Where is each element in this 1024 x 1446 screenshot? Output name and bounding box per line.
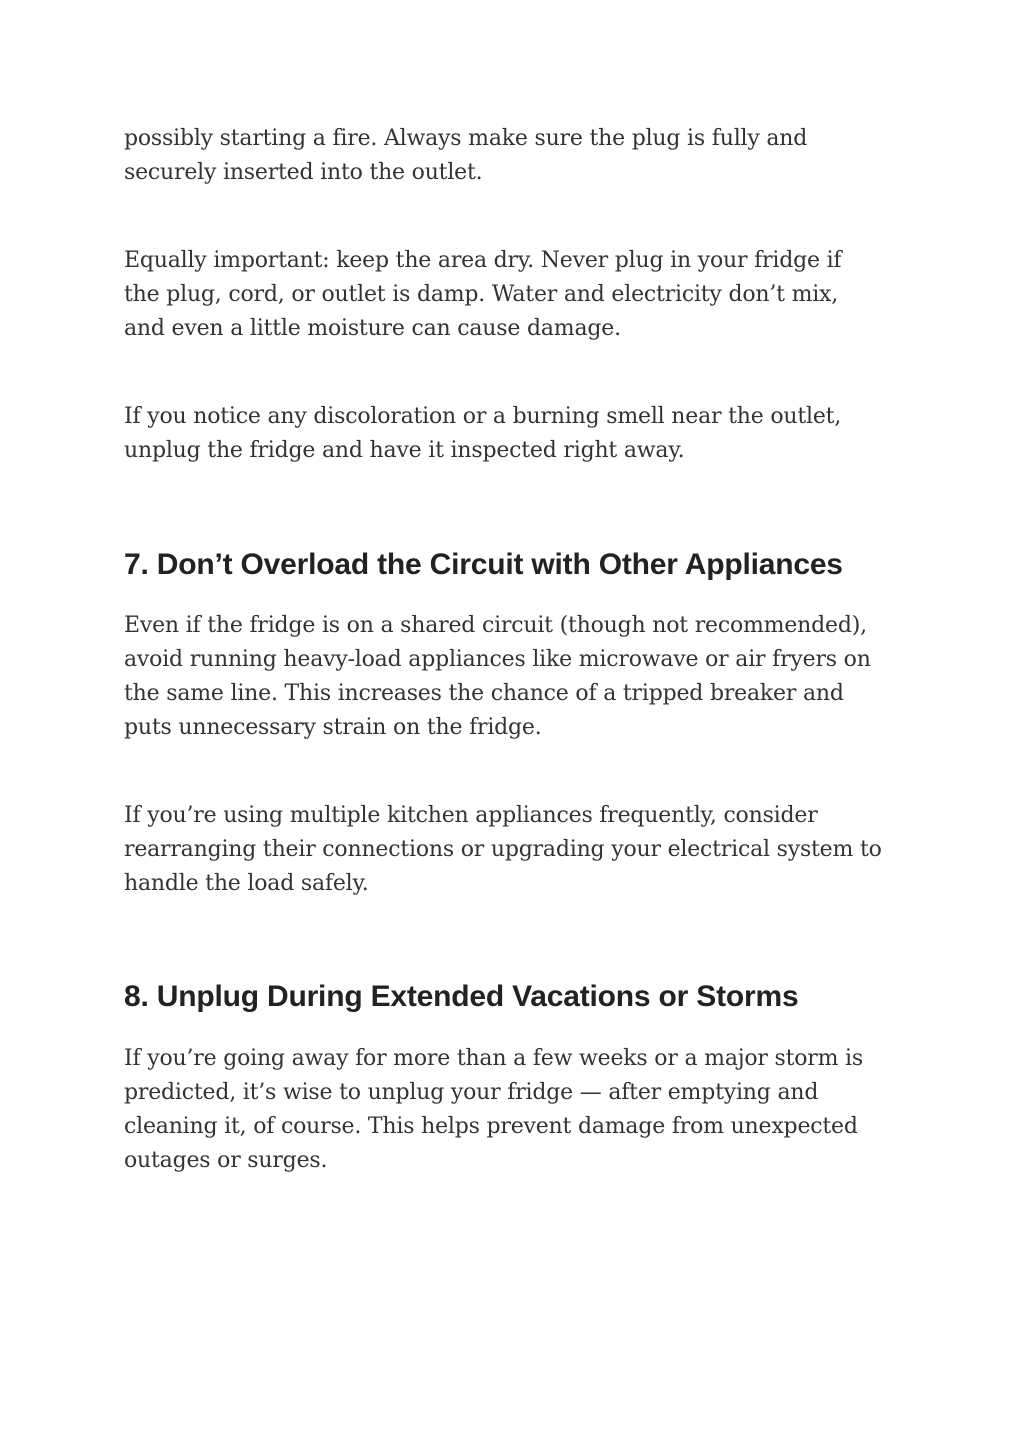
paragraph-keep-dry [124,244,914,346]
paragraph-plug-secure [124,122,914,190]
text-line: puts unnecessary strain on the fridge. [124,715,542,740]
paragraph-shared-circuit [124,609,914,745]
paragraph-unplug-vacation [124,1042,914,1178]
text-line: and even a little moisture can cause damage. [124,316,621,341]
text-line: the same line. This increases the chance of a tripped breaker and [124,681,844,706]
paragraph-discoloration [124,400,914,468]
section-heading-8: 8. Unplug During Extended Vacations or Storms [124,980,799,1013]
text-line: handle the load safely. [124,871,369,896]
text-line: If you notice any discoloration or a burning smell near the outlet, [124,404,842,429]
paragraph-multiple-appliances [124,799,914,901]
text-line: Even if the fridge is on a shared circuit (though not recommended), [124,613,867,638]
text-line: unplug the fridge and have it inspected right away. [124,438,685,463]
text-line: securely inserted into the outlet. [124,160,483,185]
section-heading-7: 7. Don’t Overload the Circuit with Other Appliances [124,548,843,581]
text-line: If you’re using multiple kitchen appliances frequently, consider [124,803,818,828]
text-line: the plug, cord, or outlet is damp. Water and electricity don’t mix, [124,282,839,307]
text-line: outages or surges. [124,1148,328,1173]
text-line: possibly starting a fire. Always make sure the plug is fully and [124,126,808,151]
text-line: cleaning it, of course. This helps prevent damage from unexpected [124,1114,858,1139]
text-line: If you’re going away for more than a few weeks or a major storm is [124,1046,863,1071]
text-line: avoid running heavy-load appliances like microwave or air fryers on [124,647,871,672]
text-line: rearranging their connections or upgrading your electrical system to [124,837,882,862]
text-line: Equally important: keep the area dry. Never plug in your fridge if [124,248,842,273]
text-line: predicted, it’s wise to unplug your fridge — after emptying and [124,1080,819,1105]
